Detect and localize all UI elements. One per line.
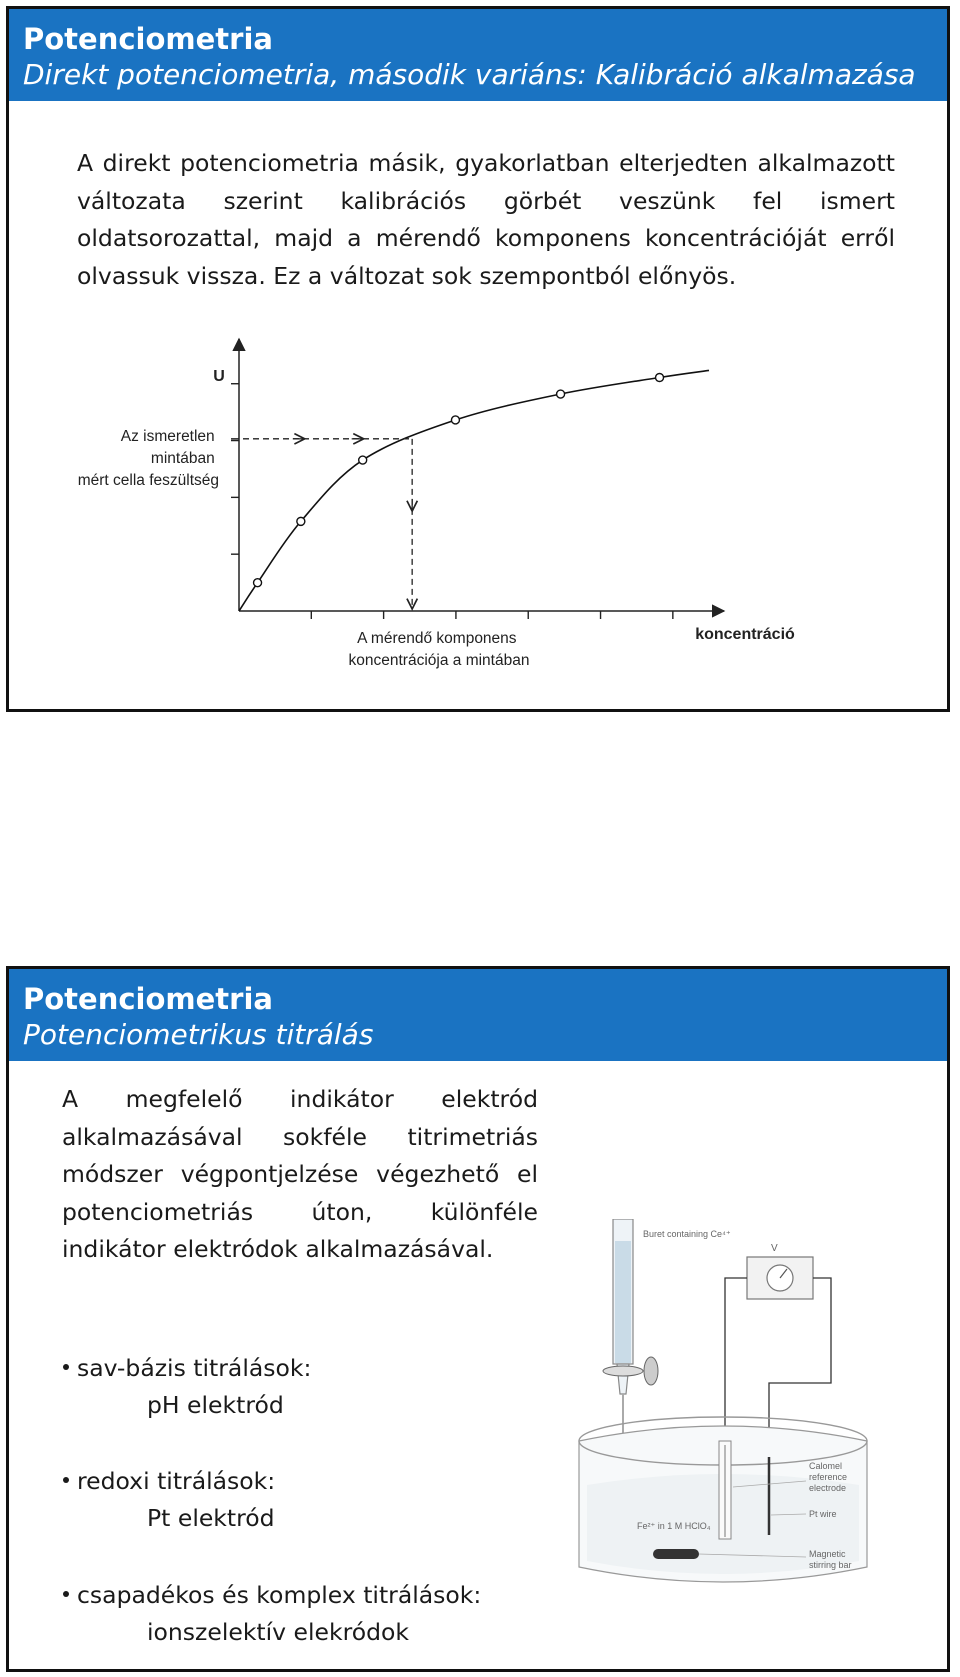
y-annotation-line: Az ismeretlen (120, 428, 215, 445)
calomel-label (809, 1461, 850, 1493)
bullet-label: redoxi titrálások: (77, 1467, 276, 1495)
slide-header (9, 969, 947, 1061)
calibration-point (451, 416, 459, 424)
y-annotation-line: mért cella feszültség (77, 472, 219, 489)
paragraph-line: A direkt potenciometria másik, gyakorlatban elterjedten alkalmazott (77, 149, 895, 177)
paragraph-line: olvassuk vissza. Ez a változat sok szempontból előnyös. (77, 261, 737, 290)
y-axis-label: U (213, 368, 225, 385)
calibration-curve (239, 370, 709, 611)
calibration-point (359, 456, 367, 464)
paragraph-line: oldatsorozattal, majd a mérendő komponens koncentrációját erről (77, 224, 895, 252)
stir-label-line: Magnetic (809, 1549, 846, 1559)
paragraph-line: alkalmazásával sokféle titrimetriás (62, 1122, 538, 1151)
paragraph-line: változata szerint kalibrációs görbét veszünk fel ismert (77, 186, 895, 215)
stopcock-handle-icon (644, 1357, 658, 1385)
slide-titration (6, 966, 950, 1672)
stopcock-icon (603, 1366, 643, 1376)
stir-label (809, 1549, 852, 1570)
bullet-label: sav-bázis titrálások: (77, 1354, 312, 1382)
slide-subtitle: Potenciometrikus titrálás (23, 1018, 374, 1051)
calibration-point (297, 517, 305, 525)
solution-label: Fe²⁺ in 1 M HClO₄ (637, 1521, 711, 1531)
calibration-point (557, 390, 565, 398)
calibration-chart (9, 9, 947, 709)
x-axis-label: koncentráció (695, 626, 795, 643)
meter-label: V (771, 1243, 778, 1254)
calomel-label-line: Calomel (809, 1461, 843, 1471)
buret-label: Buret containing Ce⁴⁺ (643, 1229, 731, 1239)
stirring-bar-icon (653, 1549, 699, 1559)
bullet-sub: ionszelektív elekródok (147, 1618, 410, 1646)
titration-apparatus-illustration (573, 1219, 933, 1659)
stir-label-line: stirring bar (809, 1560, 852, 1570)
paragraph-line: potenciometriás úton, különféle (62, 1197, 538, 1226)
x-annotation (349, 630, 530, 669)
buret-liquid (615, 1241, 631, 1363)
paragraph-line: módszer végpontjelzése végezhető el (62, 1160, 538, 1188)
bullet-acid-base (61, 1350, 311, 1424)
slide-subtitle: Direkt potenciometria, második variáns: Kalibráció alkalmazása (23, 58, 916, 91)
bullet-sub: pH elektród (147, 1391, 284, 1419)
bullet-precipitation (61, 1577, 481, 1651)
calibration-point (656, 374, 664, 382)
bullet-dot (63, 1364, 69, 1370)
x-annotation-line: A mérendő komponens (357, 630, 517, 647)
bullet-sub: Pt elektród (147, 1504, 275, 1532)
calibration-point (254, 579, 262, 587)
bullet-dot (63, 1591, 69, 1597)
paragraph-line: indikátor elektródok alkalmazásával. (62, 1235, 494, 1263)
slide-title: Potenciometria (23, 982, 273, 1016)
slide-calibration (6, 6, 950, 712)
paragraph-line: A megfelelő indikátor elektród (62, 1085, 538, 1113)
bullet-redox (61, 1463, 275, 1537)
calomel-label-line: reference (809, 1472, 848, 1482)
bullet-dot (63, 1477, 69, 1483)
titration-paragraph (62, 1081, 538, 1269)
slide-title: Potenciometria (23, 22, 273, 56)
bullet-label: csapadékos és komplex titrálások: (77, 1581, 482, 1609)
pt-label: Pt wire (809, 1509, 837, 1519)
calomel-label-line: electrode (809, 1483, 847, 1493)
y-annotation (78, 428, 219, 489)
y-annotation-line: mintában (150, 450, 215, 467)
x-annotation-line: koncentrációja a mintában (348, 652, 530, 669)
